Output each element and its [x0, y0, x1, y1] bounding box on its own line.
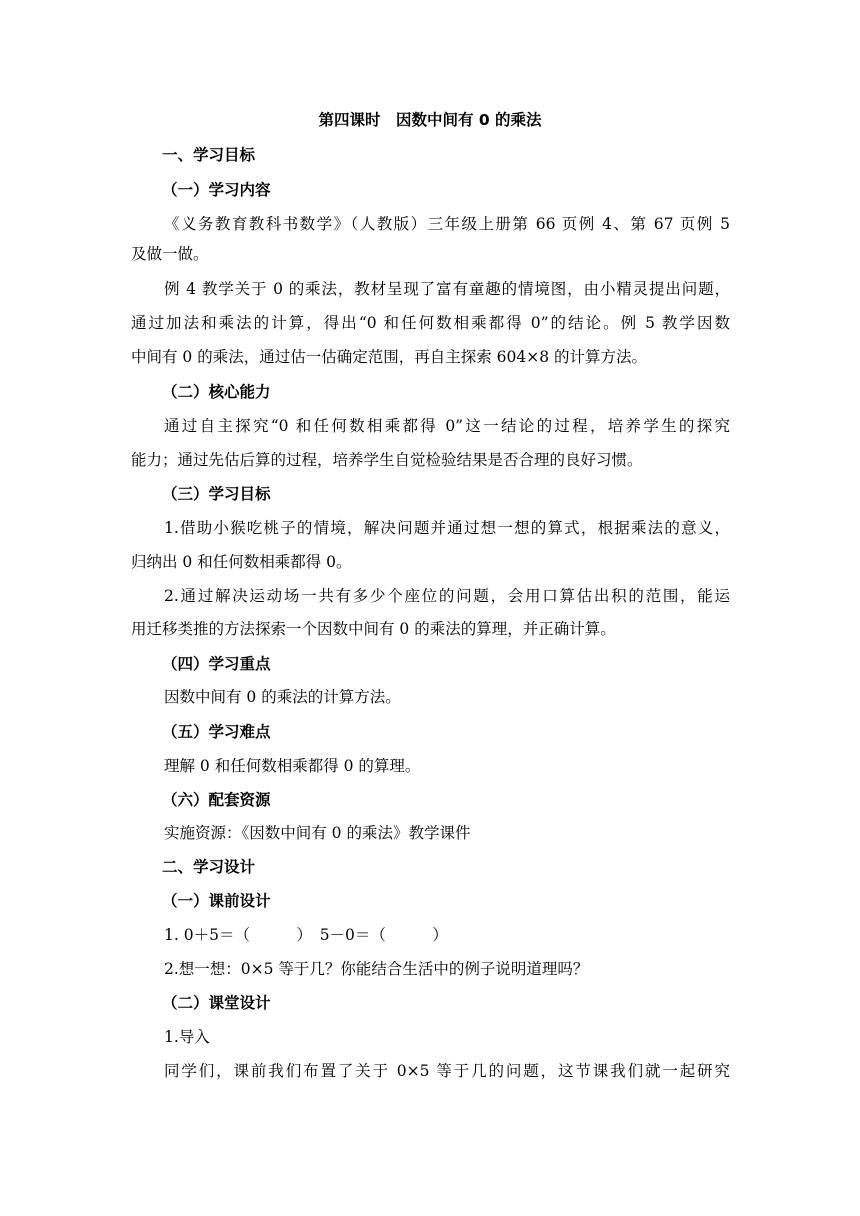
paragraph-line: 中间有 0 的乘法，通过估一估确定范围，再自主探索 604×8 的计算方法。 [131, 348, 648, 366]
subheading-pre-class: （一）课前设计 [162, 892, 271, 910]
paragraph-line: 2.通过解决运动场一共有多少个座位的问题，会用口算估出积的范围，能运 [164, 587, 730, 605]
paragraph-line: 归纳出 0 和任何数相乘都得 0。 [131, 553, 352, 571]
subheading-learning-goals: （三）学习目标 [162, 485, 271, 503]
subheading-difficulty: （五）学习难点 [162, 723, 271, 741]
heading-learning-objectives: 一、学习目标 [162, 146, 256, 164]
paragraph-line: 通过自主探究“0 和任何数相乘都得 0”这一结论的过程，培养学生的探究 [164, 417, 730, 435]
paragraph-line: 通过加法和乘法的计算，得出“0 和任何数相乘都得 0”的结论。例 5 教学因数 [131, 314, 730, 332]
lesson-title: 第四课时 因数中间有 0 的乘法 [318, 111, 542, 129]
paragraph-line: 能力；通过先估后算的过程，培养学生自觉检验结果是否合理的良好习惯。 [131, 451, 643, 469]
paragraph-line: 例 4 教学关于 0 的乘法，教材呈现了富有童趣的情境图，由小精灵提出问题， [164, 280, 730, 298]
paragraph-line: 1.导入 [164, 1028, 210, 1046]
paragraph-line: 1. 0＋5＝（ ） 5－0＝（ ） [164, 926, 448, 944]
paragraph-line: 《义务教育教科书数学》（人教版）三年级上册第 66 页例 4、第 67 页例 5 [164, 215, 730, 233]
subheading-in-class: （二）课堂设计 [162, 994, 271, 1012]
paragraph-line: 2.想一想：0×5 等于几？你能结合生活中的例子说明道理吗？ [164, 960, 589, 978]
paragraph-line: 理解 0 和任何数相乘都得 0 的算理。 [164, 757, 421, 775]
paragraph-line: 及做一做。 [131, 245, 209, 263]
subheading-learning-content: （一）学习内容 [162, 181, 271, 199]
paragraph-line: 因数中间有 0 的乘法的计算方法。 [164, 688, 401, 706]
subheading-core-ability: （二）核心能力 [162, 383, 271, 401]
heading-learning-design: 二、学习设计 [162, 858, 256, 876]
subheading-key-point: （四）学习重点 [162, 655, 271, 673]
subheading-resources: （六）配套资源 [162, 791, 271, 809]
paragraph-line: 用迁移类推的方法探索一个因数中间有 0 的乘法的算理，并正确计算。 [131, 620, 616, 638]
paragraph-line: 1.借助小猴吃桃子的情境，解决问题并通过想一想的算式，根据乘法的意义， [164, 519, 730, 537]
paragraph-line: 同学们，课前我们布置了关于 0×5 等于几的问题，这节课我们就一起研究 [164, 1062, 730, 1080]
paragraph-line: 实施资源：《因数中间有 0 的乘法》教学课件 [164, 824, 471, 842]
